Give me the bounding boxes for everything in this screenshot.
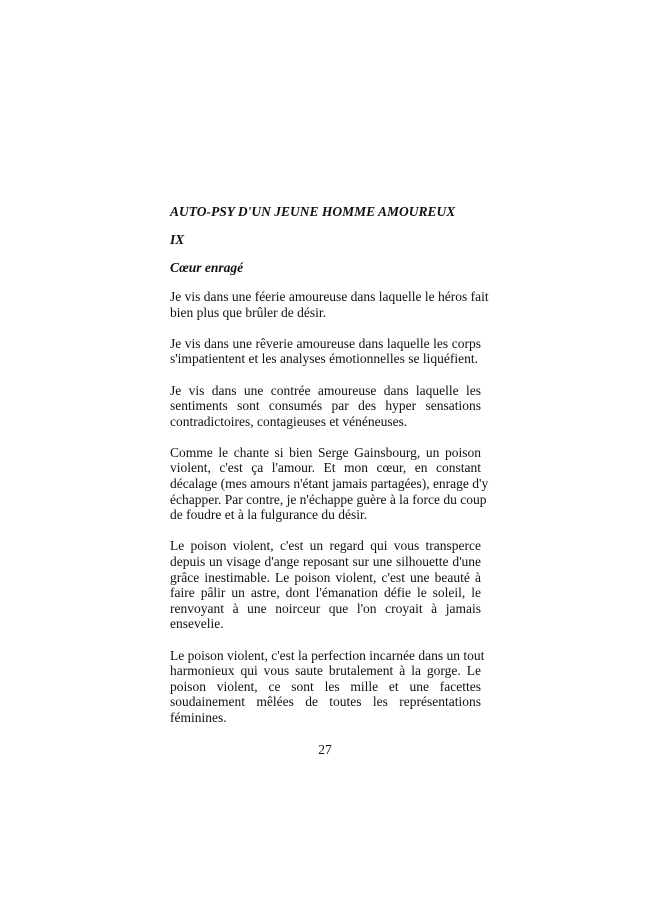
text-line: Le poison violent, c'est la perfection incarnée dans un tout	[170, 647, 485, 663]
text-line: échapper. Par contre, je n'échappe guère à la force du coup	[170, 491, 487, 507]
paragraph	[170, 444, 489, 523]
page-body	[170, 204, 489, 741]
chapter-title: Cœur enragé	[170, 259, 244, 275]
text-line: féminines.	[170, 709, 227, 725]
text-line: soudainement mêlées de toutes les représentations	[170, 694, 481, 710]
paragraph	[170, 383, 481, 430]
text-line: contradictoires, contagieuses et vénéneuses.	[170, 413, 408, 429]
text-line: Le poison violent, c'est un regard qui vous transperce	[170, 538, 481, 554]
text-line: décalage (mes amours n'étant jamais partagées), enrage d'y	[170, 476, 489, 492]
page-number: 27	[318, 742, 332, 757]
book-title: AUTO-PSY D'UN JEUNE HOMME AMOUREUX	[170, 204, 456, 219]
text-line: renvoyant à une noirceur que l'on croyait à jamais	[170, 600, 481, 616]
text-line: s'impatientent et les analyses émotionnelles se liquéfient.	[170, 351, 478, 367]
paragraph	[170, 288, 489, 320]
chapter-number: IX	[170, 231, 185, 247]
paragraph	[170, 538, 481, 632]
text-line: violent, c'est ça l'amour. Et mon cœur, en constant	[170, 460, 481, 476]
text-line: harmonieux qui vous saute brutalement à la gorge. Le	[170, 663, 481, 679]
text-line: ensevelie.	[170, 616, 224, 632]
text-line: bien plus que brûler de désir.	[170, 304, 326, 320]
text-line: faire pâlir un astre, dont l'émanation défie le soleil, le	[170, 585, 481, 601]
paragraph	[170, 336, 481, 367]
text-line: Je vis dans une contrée amoureuse dans laquelle les	[170, 382, 481, 398]
text-line: poison violent, ce sont les mille et une facettes	[170, 678, 481, 694]
text-line: grâce inestimable. Le poison violent, c'est une beauté à	[170, 569, 481, 585]
text-line: Je vis dans une rêverie amoureuse dans laquelle les corps	[170, 335, 481, 351]
paragraph	[170, 647, 485, 726]
text-line: Je vis dans une féerie amoureuse dans laquelle le héros fait	[170, 288, 489, 304]
paragraphs	[170, 288, 489, 726]
text-line: de foudre et à la fulgurance du désir.	[170, 507, 368, 523]
text-line: depuis un visage d'ange reposant sur une silhouette d'une	[170, 554, 481, 570]
text-line: Comme le chante si bien Serge Gainsbourg, un poison	[170, 444, 481, 460]
text-line: sentiments sont consumés par des hyper sensations	[170, 398, 481, 414]
